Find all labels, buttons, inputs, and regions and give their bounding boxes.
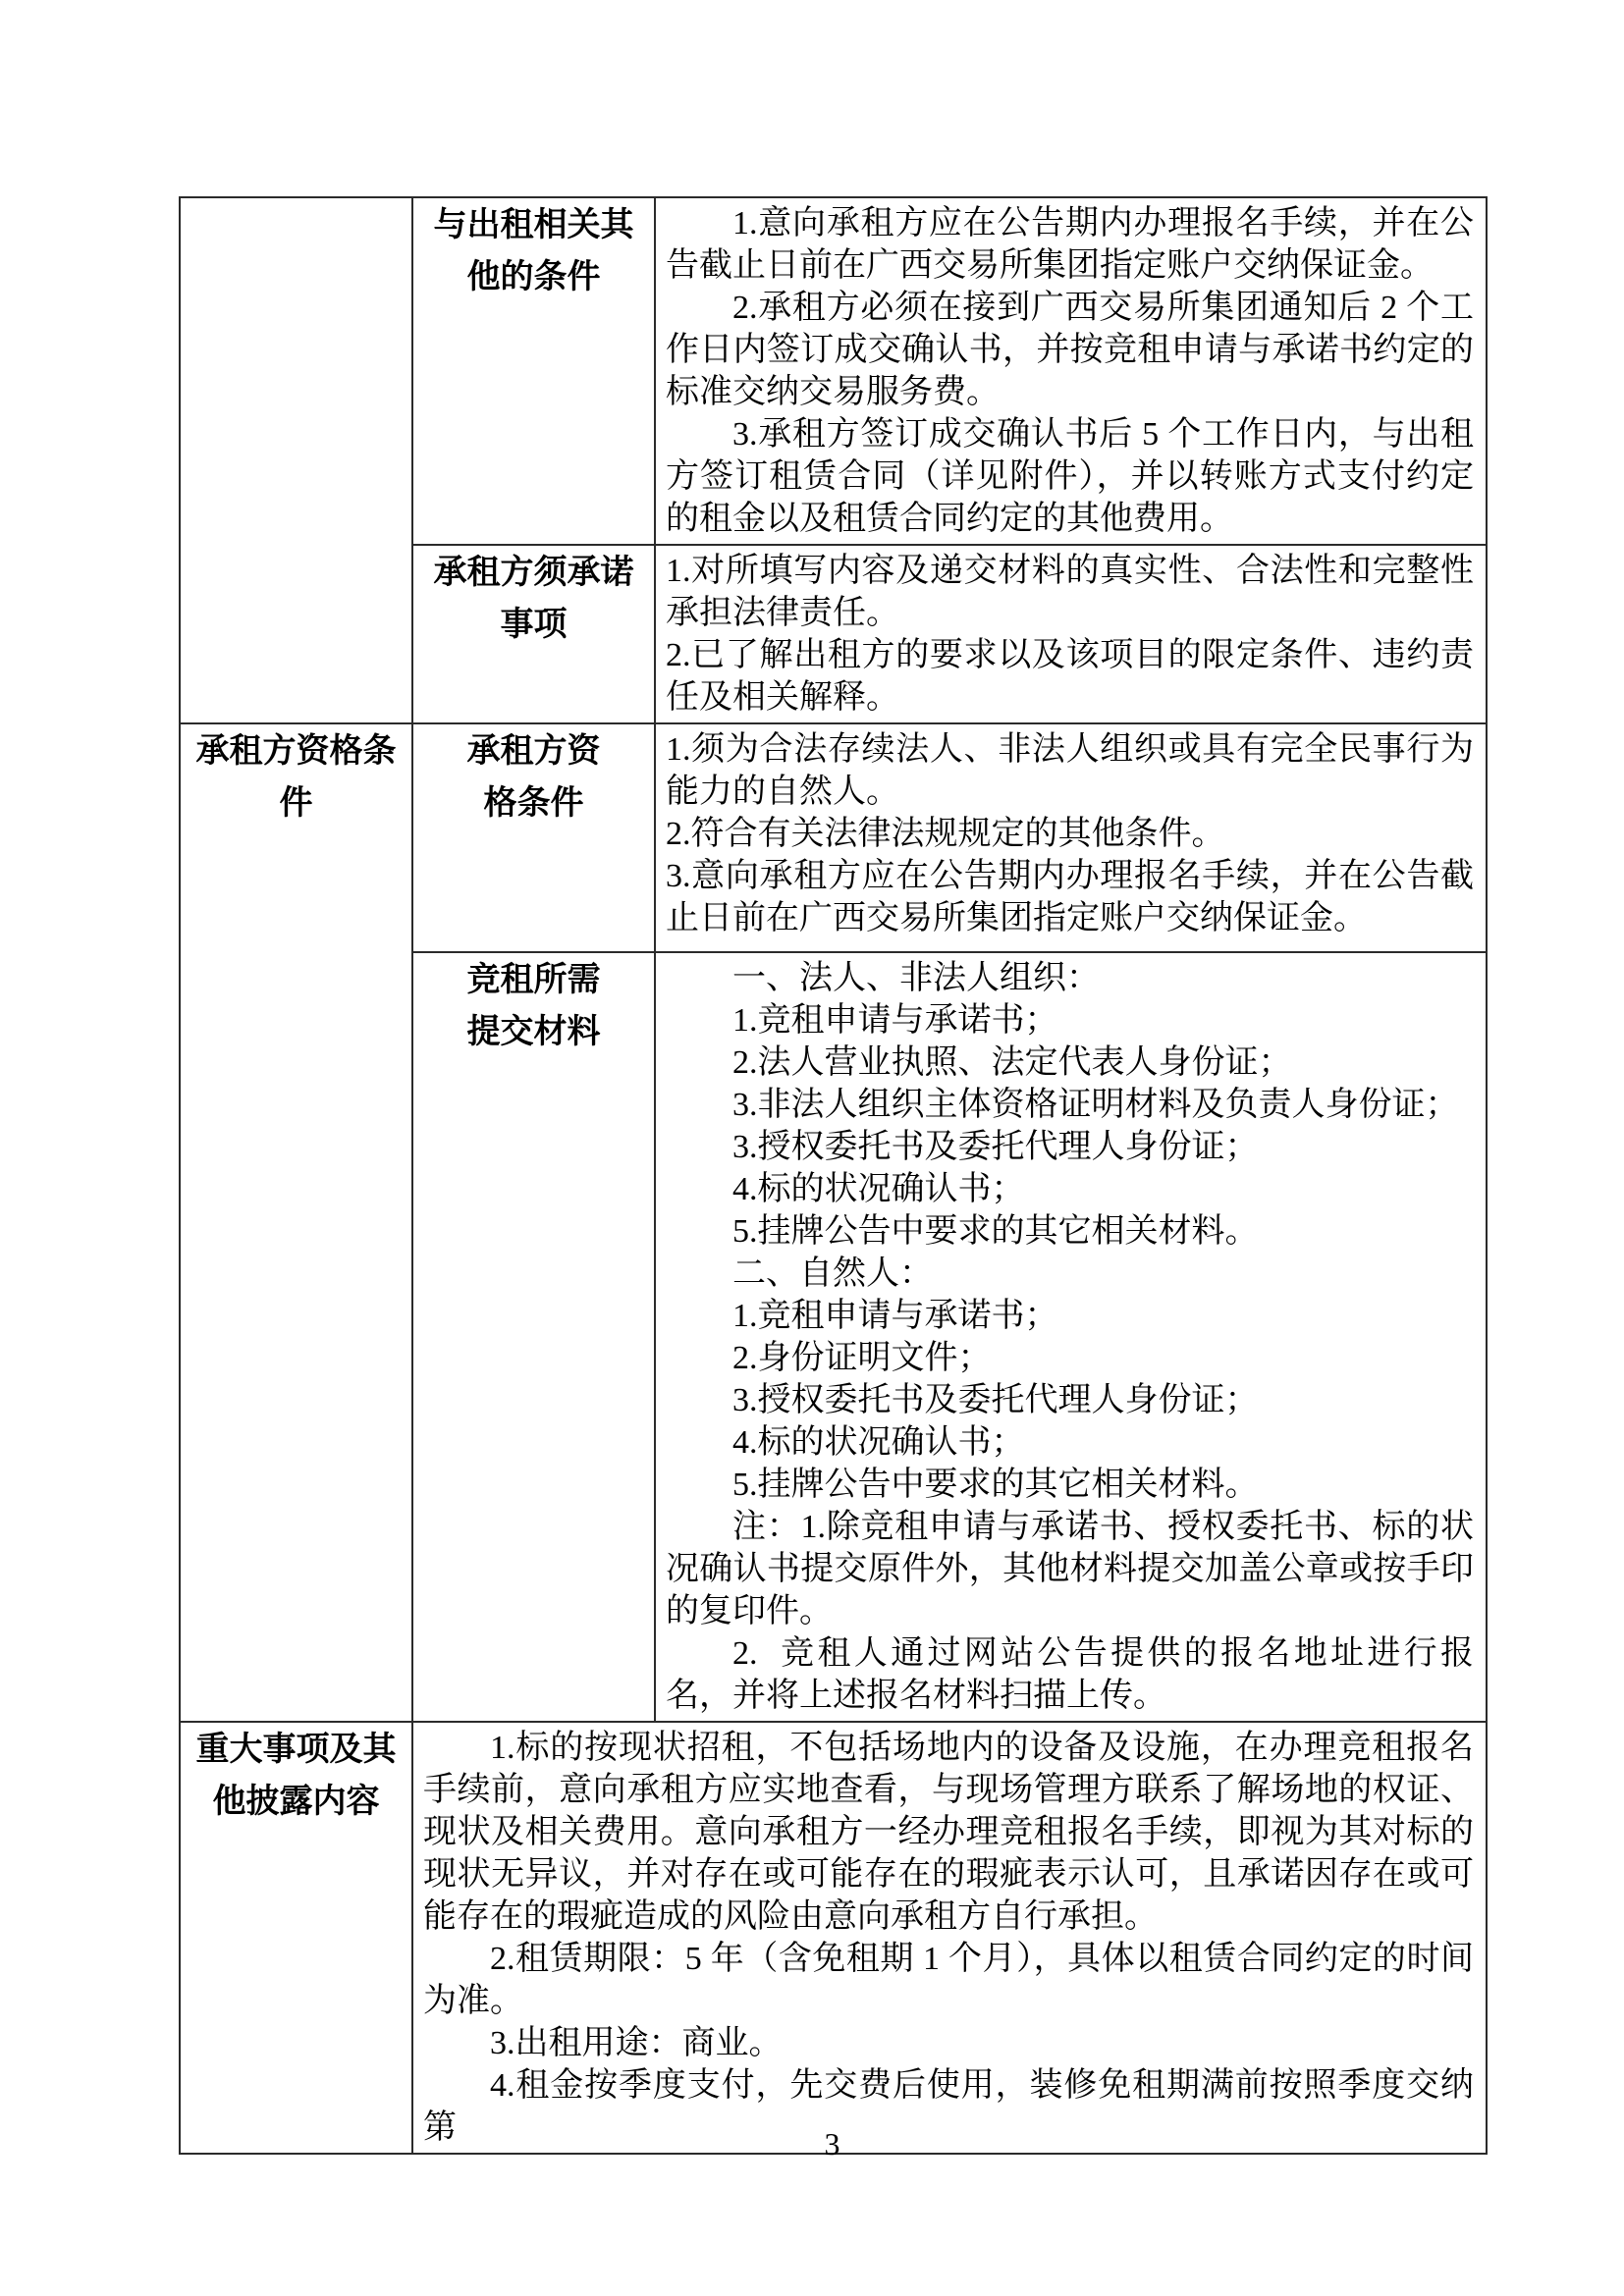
label-cell-qualification <box>412 723 655 952</box>
list-item: 5.挂牌公告中要求的其它相关材料。 <box>732 1467 1259 1503</box>
list-item: 1.竞租申请与承诺书； <box>732 1298 1058 1334</box>
row-label: 承租方资格条件 <box>466 733 601 822</box>
list-item: 2.法人营业执照、法定代表人身份证； <box>732 1044 1292 1081</box>
list-item: 4.标的状况确认书； <box>732 1171 1025 1207</box>
terms-table <box>179 196 1488 2155</box>
note-paragraph: 2. 竞租人通过网站公告提供的报名地址进行报名，并将上述报名材料扫描上传。 <box>666 1635 1474 1714</box>
page-number: 3 <box>824 2126 840 2162</box>
content-cell-qualification <box>655 723 1487 952</box>
list-item: 一、法人、非法人组织： <box>732 960 1100 996</box>
note-paragraph: 注：1.除竞租申请与承诺书、授权委托书、标的状况确认书提交原件外，其他材料提交加盖公章或按手印的复印件。 <box>666 1509 1474 1629</box>
content-cell-major-matters <box>412 1722 1487 2154</box>
label-cell-qualification-group <box>180 723 412 1722</box>
row-major-matters <box>180 1722 1487 2154</box>
content-cell-rent-related <box>655 197 1487 545</box>
list-item: 3.授权委托书及委托代理人身份证； <box>732 1129 1259 1165</box>
list-item: 二、自然人： <box>732 1255 933 1292</box>
content-cell-materials <box>655 952 1487 1722</box>
paragraph: 2.已了解出租方的要求以及该项目的限定条件、违约责任及相关解释。 <box>666 637 1474 716</box>
label-cell-major-matters <box>180 1722 412 2154</box>
paragraph: 1.标的按现状招租，不包括场地内的设备及设施，在办理竞租报名手续前，意向承租方应实地查看，与现场管理方联系了解场地的权证、现状及相关费用。意向承租方一经办理竞租报名手续，即视为其对标的现状无异议，并对存在或可能存在的瑕疵表示认可，且承诺因存在或可能存在的瑕疵造成的风险由意向承租方自行承担。 <box>423 1730 1474 1935</box>
paragraph: 2.承租方必须在接到广西交易所集团通知后 2 个工作日内签订成交确认书，并按竞租申请与承诺书约定的标准交纳交易服务费。 <box>666 290 1474 410</box>
row-rent-related-conditions <box>180 197 1487 545</box>
label-cell-materials <box>412 952 655 1722</box>
list-item: 2.身份证明文件； <box>732 1340 992 1376</box>
paragraph: 1.须为合法存续法人、非法人组织或具有完全民事行为能力的自然人。 <box>666 731 1474 810</box>
paragraph: 4.租金按季度支付，先交费后使用，装修免租期满前按照季度交纳第 <box>423 2067 1474 2146</box>
section-label: 承租方资格条件 <box>195 733 397 822</box>
content-cell-commitments <box>655 545 1487 723</box>
label-cell-commitments <box>412 545 655 723</box>
row-label: 重大事项及其他披露内容 <box>195 1732 397 1820</box>
row-label: 竞租所需提交材料 <box>466 962 601 1050</box>
paragraph: 2.租赁期限：5 年（含免租期 1 个月），具体以租赁合同约定的时间为准。 <box>423 1941 1474 2019</box>
paragraph: 2.符合有关法律法规规定的其他条件。 <box>666 816 1225 852</box>
row-label: 承租方须承诺事项 <box>433 555 634 643</box>
paragraph: 3.意向承租方应在公告期内办理报名手续，并在公告截止日前在广西交易所集团指定账户交纳保证金。 <box>666 858 1474 936</box>
empty-spanning-cell <box>180 197 412 723</box>
list-item: 5.挂牌公告中要求的其它相关材料。 <box>732 1213 1259 1250</box>
paragraph: 1.对所填写内容及递交材料的真实性、合法性和完整性承担法律责任。 <box>666 553 1474 631</box>
list-item: 4.标的状况确认书； <box>732 1424 1025 1461</box>
row-tenant-qualification <box>180 723 1487 952</box>
paragraph: 3.出租用途：商业。 <box>490 2025 783 2061</box>
list-item: 3.授权委托书及委托代理人身份证； <box>732 1382 1259 1418</box>
list-item: 1.竞租申请与承诺书； <box>732 1002 1058 1039</box>
list-item: 3.非法人组织主体资格证明材料及负责人身份证； <box>732 1087 1459 1123</box>
label-cell-rent-related <box>412 197 655 545</box>
paragraph: 1.意向承租方应在公告期内办理报名手续，并在公告截止日前在广西交易所集团指定账户交纳保证金。 <box>666 205 1474 284</box>
row-label: 与出租相关其他的条件 <box>433 207 634 295</box>
paragraph: 3.承租方签订成交确认书后 5 个工作日内，与出租方签订租赁合同（详见附件），并以转账方式支付约定的租金以及租赁合同约定的其他费用。 <box>666 416 1474 537</box>
